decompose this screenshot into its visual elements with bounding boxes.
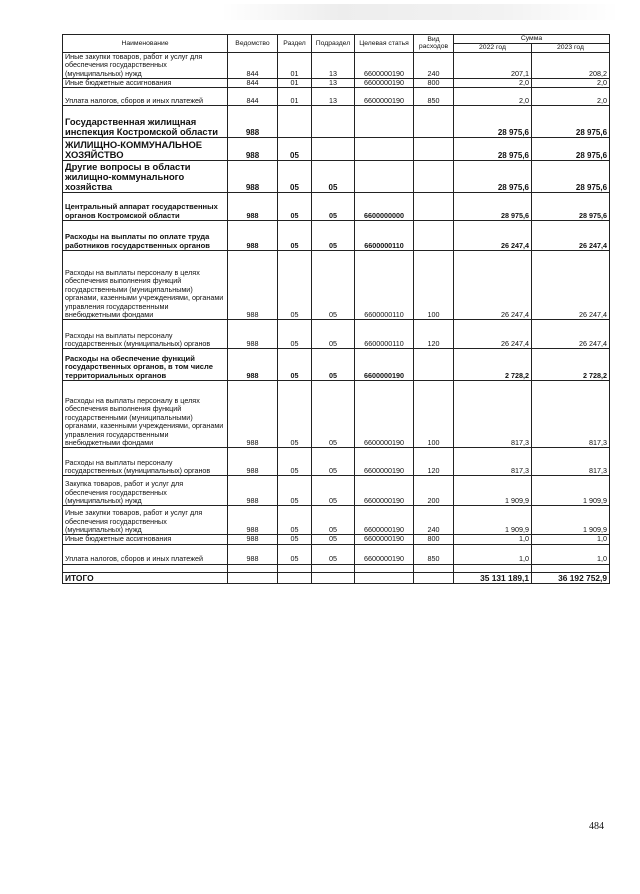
row-podrazdel [312, 106, 355, 138]
row-razdel [278, 106, 312, 138]
row-sum-2023: 26 247,4 [532, 221, 610, 251]
table-row [63, 161, 610, 193]
row-vid: 120 [414, 320, 454, 349]
row-ved: 988 [228, 161, 278, 193]
row-sum-2022: 28 975,6 [454, 106, 532, 138]
header-vid: Вид расходов [414, 35, 454, 53]
row-sum-2022: 1 909,9 [454, 506, 532, 535]
row-sum-2022: 207,1 [454, 52, 532, 78]
header-row [63, 35, 610, 44]
table-row [63, 106, 610, 138]
row-ved: 988 [228, 448, 278, 476]
row-vid: 200 [414, 476, 454, 506]
row-name: Иные бюджетные ассигнования [63, 79, 228, 88]
row-target: 6600000110 [355, 221, 414, 251]
row-vid: 100 [414, 381, 454, 448]
row-sum-2022: 817,3 [454, 448, 532, 476]
row-podrazdel: 05 [312, 349, 355, 381]
row-sum-2022: 28 975,6 [454, 193, 532, 221]
row-sum-2022: 2,0 [454, 88, 532, 106]
row-podrazdel: 13 [312, 88, 355, 106]
header-target: Целевая статья [355, 35, 414, 53]
header-2023: 2023 год [532, 43, 610, 52]
row-name: ЖИЛИЩНО-КОММУНАЛЬНОЕ ХОЗЯЙСТВО [63, 138, 228, 161]
row-target: 6600000190 [355, 349, 414, 381]
row-name: Расходы на обеспечение функций государственных органов, в том числе территориальных органов [63, 349, 228, 381]
row-target: 6600000190 [355, 52, 414, 78]
row-target: 6600000190 [355, 448, 414, 476]
budget-table [62, 34, 610, 584]
row-sum-2023: 26 247,4 [532, 251, 610, 320]
row-sum-2023: 1 909,9 [532, 476, 610, 506]
page-number: 484 [589, 821, 604, 832]
row-target: 6600000110 [355, 320, 414, 349]
header-summa: Сумма [454, 35, 610, 44]
row-vid: 240 [414, 52, 454, 78]
row-razdel: 01 [278, 88, 312, 106]
row-vid [414, 349, 454, 381]
table-row [63, 138, 610, 161]
row-target [355, 106, 414, 138]
table-row [63, 349, 610, 381]
row-razdel: 05 [278, 544, 312, 564]
table-row [63, 448, 610, 476]
table-row [63, 535, 610, 544]
row-ved: 844 [228, 79, 278, 88]
row-ved: 988 [228, 506, 278, 535]
row-podrazdel [312, 138, 355, 161]
row-podrazdel: 05 [312, 476, 355, 506]
row-vid [414, 138, 454, 161]
row-razdel: 05 [278, 535, 312, 544]
table-row [63, 79, 610, 88]
header-vedomstvo: Ведомство [228, 35, 278, 53]
row-ved: 988 [228, 544, 278, 564]
row-target: 6600000190 [355, 381, 414, 448]
row-ved: 844 [228, 88, 278, 106]
row-name: Расходы на выплаты персоналу государственных (муниципальных) органов [63, 448, 228, 476]
row-razdel: 05 [278, 349, 312, 381]
row-target: 6600000190 [355, 506, 414, 535]
row-sum-2023: 26 247,4 [532, 320, 610, 349]
row-podrazdel: 05 [312, 161, 355, 193]
row-sum-2023: 208,2 [532, 52, 610, 78]
row-razdel: 05 [278, 448, 312, 476]
row-name: Уплата налогов, сборов и иных платежей [63, 88, 228, 106]
row-razdel: 05 [278, 161, 312, 193]
row-vid: 850 [414, 88, 454, 106]
table-row [63, 506, 610, 535]
total-label: ИТОГО [63, 572, 228, 583]
row-sum-2023: 28 975,6 [532, 138, 610, 161]
row-sum-2022: 28 975,6 [454, 138, 532, 161]
row-razdel: 05 [278, 193, 312, 221]
row-podrazdel: 05 [312, 535, 355, 544]
table-row [63, 320, 610, 349]
row-sum-2023: 2 728,2 [532, 349, 610, 381]
row-sum-2022: 28 975,6 [454, 161, 532, 193]
row-ved: 988 [228, 381, 278, 448]
row-sum-2023: 1 909,9 [532, 506, 610, 535]
row-vid: 850 [414, 544, 454, 564]
row-target: 6600000000 [355, 193, 414, 221]
row-sum-2022: 2,0 [454, 79, 532, 88]
row-vid: 240 [414, 506, 454, 535]
row-sum-2023: 1,0 [532, 544, 610, 564]
row-sum-2023: 817,3 [532, 448, 610, 476]
row-ved: 988 [228, 106, 278, 138]
header-razdel: Раздел [278, 35, 312, 53]
row-target: 6600000190 [355, 88, 414, 106]
table-row [63, 251, 610, 320]
row-vid: 120 [414, 448, 454, 476]
row-sum-2022: 1 909,9 [454, 476, 532, 506]
row-ved: 988 [228, 221, 278, 251]
row-target: 6600000190 [355, 544, 414, 564]
row-razdel: 05 [278, 320, 312, 349]
row-sum-2022: 1,0 [454, 535, 532, 544]
row-target: 6600000190 [355, 535, 414, 544]
row-podrazdel: 05 [312, 251, 355, 320]
row-sum-2022: 26 247,4 [454, 320, 532, 349]
row-vid: 100 [414, 251, 454, 320]
row-target: 6600000190 [355, 476, 414, 506]
total-sum-2023: 36 192 752,9 [532, 572, 610, 583]
row-podrazdel: 05 [312, 448, 355, 476]
row-podrazdel: 05 [312, 193, 355, 221]
row-sum-2023: 2,0 [532, 79, 610, 88]
table-row [63, 52, 610, 78]
row-podrazdel: 05 [312, 221, 355, 251]
row-ved: 988 [228, 320, 278, 349]
row-name: Центральный аппарат государственных органов Костромской области [63, 193, 228, 221]
row-name: Расходы на выплаты персоналу в целях обеспечения выполнения функций государственными (муниципальными) органами, казенными учреждениями, органами управления государственными внебюджетными фондами [63, 251, 228, 320]
row-razdel: 05 [278, 381, 312, 448]
row-sum-2023: 28 975,6 [532, 106, 610, 138]
row-sum-2022: 1,0 [454, 544, 532, 564]
row-podrazdel: 13 [312, 79, 355, 88]
row-vid [414, 161, 454, 193]
row-sum-2022: 817,3 [454, 381, 532, 448]
row-razdel: 05 [278, 138, 312, 161]
table-row [63, 544, 610, 564]
row-razdel: 05 [278, 221, 312, 251]
row-razdel: 05 [278, 506, 312, 535]
row-sum-2022: 26 247,4 [454, 251, 532, 320]
scan-artifact [220, 4, 620, 20]
row-vid [414, 221, 454, 251]
row-ved: 988 [228, 193, 278, 221]
header-podrazdel: Подраздел [312, 35, 355, 53]
table-row [63, 221, 610, 251]
table-row [63, 476, 610, 506]
row-target [355, 138, 414, 161]
row-name: Расходы на выплаты персоналу в целях обеспечения выполнения функций государственными (муниципальными) органами, казенными учреждениями, органами управления государственными внебюджетными фондами [63, 381, 228, 448]
row-sum-2023: 28 975,6 [532, 193, 610, 221]
row-vid: 800 [414, 535, 454, 544]
total-sum-2022: 35 131 189,1 [454, 572, 532, 583]
row-sum-2023: 1,0 [532, 535, 610, 544]
row-ved: 988 [228, 251, 278, 320]
table-row [63, 193, 610, 221]
row-target [355, 161, 414, 193]
row-razdel: 01 [278, 52, 312, 78]
row-name: Другие вопросы в области жилищно-коммунального хозяйства [63, 161, 228, 193]
header-name: Наименование [63, 35, 228, 53]
row-razdel: 05 [278, 476, 312, 506]
row-name: Уплата налогов, сборов и иных платежей [63, 544, 228, 564]
header-2022: 2022 год [454, 43, 532, 52]
row-ved: 988 [228, 476, 278, 506]
row-name: Иные бюджетные ассигнования [63, 535, 228, 544]
row-vid [414, 106, 454, 138]
row-ved: 988 [228, 349, 278, 381]
row-razdel: 05 [278, 251, 312, 320]
table-row [63, 381, 610, 448]
row-podrazdel: 05 [312, 544, 355, 564]
row-ved: 988 [228, 138, 278, 161]
row-sum-2023: 28 975,6 [532, 161, 610, 193]
row-name: Закупка товаров, работ и услуг для обеспечения государственных (муниципальных) нужд [63, 476, 228, 506]
row-podrazdel: 05 [312, 506, 355, 535]
row-name: Расходы на выплаты по оплате труда работников государственных органов [63, 221, 228, 251]
row-name: Иные закупки товаров, работ и услуг для обеспечения государственных (муниципальных) нужд [63, 506, 228, 535]
row-name: Государственная жилищная инспекция Костромской области [63, 106, 228, 138]
row-podrazdel: 05 [312, 320, 355, 349]
table-row [63, 88, 610, 106]
row-podrazdel: 13 [312, 52, 355, 78]
row-vid: 800 [414, 79, 454, 88]
row-sum-2023: 817,3 [532, 381, 610, 448]
row-sum-2022: 26 247,4 [454, 221, 532, 251]
row-podrazdel: 05 [312, 381, 355, 448]
row-ved: 844 [228, 52, 278, 78]
row-name: Иные закупки товаров, работ и услуг для обеспечения государственных (муниципальных) нужд [63, 52, 228, 78]
row-name: Расходы на выплаты персоналу государственных (муниципальных) органов [63, 320, 228, 349]
row-vid [414, 193, 454, 221]
row-target: 6600000190 [355, 79, 414, 88]
spacer-row [63, 564, 610, 572]
row-sum-2023: 2,0 [532, 88, 610, 106]
row-razdel: 01 [278, 79, 312, 88]
row-target: 6600000110 [355, 251, 414, 320]
row-ved: 988 [228, 535, 278, 544]
total-row [63, 572, 610, 583]
row-sum-2022: 2 728,2 [454, 349, 532, 381]
